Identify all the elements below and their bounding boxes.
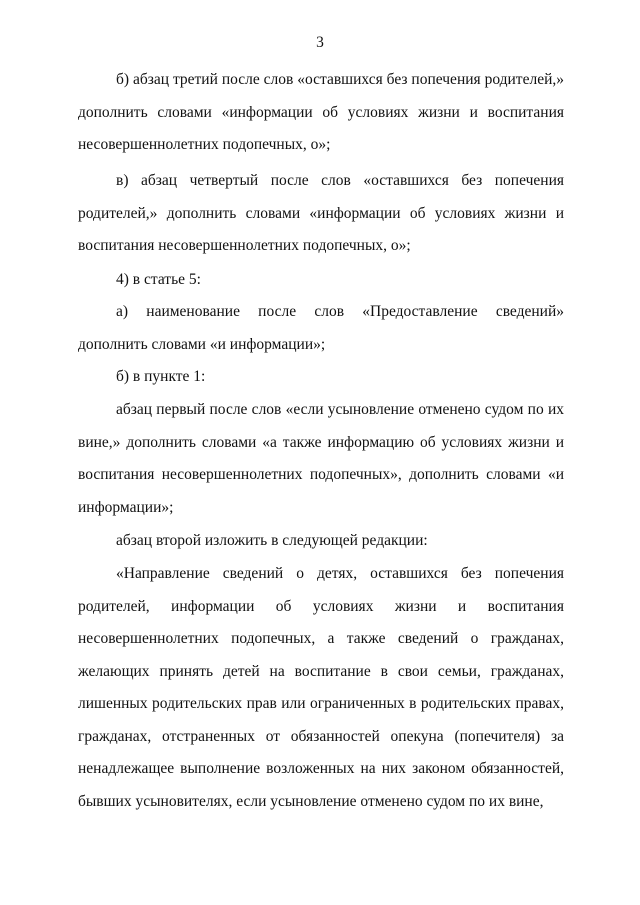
paragraph-second-abzac-intro: абзац второй изложить в следующей редакции:	[116, 532, 428, 549]
paragraph-amendment-v-fourth: в) абзац четвертый после слов «оставшихся без попечения родителей,» дополнить словами «информации об условиях жизни и воспитания несовершеннолетних подопечных, о»;	[78, 172, 564, 254]
paragraph-amendment-a-title: а) наименование после слов «Предоставление сведений» дополнить словами «и информации»;	[78, 303, 564, 353]
paragraph-article-5-heading: 4) в статье 5:	[116, 271, 201, 288]
page-number: 3	[316, 34, 324, 51]
paragraph-first-abzac: абзац первый после слов «если усыновление отменено судом по их вине,» дополнить словами «а также информацию об условиях жизни и воспитания несовершеннолетних подопечных», дополнить словами «и информации»;	[78, 401, 564, 516]
paragraph-point-1-heading: б) в пункте 1:	[116, 368, 206, 385]
paragraph-new-wording: «Направление сведений о детях, оставшихся без попечения родителей, информации об условиях жизни и воспитания несовершеннолетних подопечных, а также сведений о гражданах, желающих принять детей на воспитание в свои семьи, гражданах, лишенных родительских прав или ограниченных в родительских правах, гражданах, отстраненных от обязанностей опекуна (попечителя) за ненадлежащее выполнение возложенных на них законом обязанностей, бывших усыновителях, если усыновление отменено судом по их вине,	[78, 565, 564, 810]
paragraph-amendment-b-third: б) абзац третий после слов «оставшихся без попечения родителей,» дополнить словами «информации об условиях жизни и воспитания несовершеннолетних подопечных, о»;	[78, 71, 564, 153]
